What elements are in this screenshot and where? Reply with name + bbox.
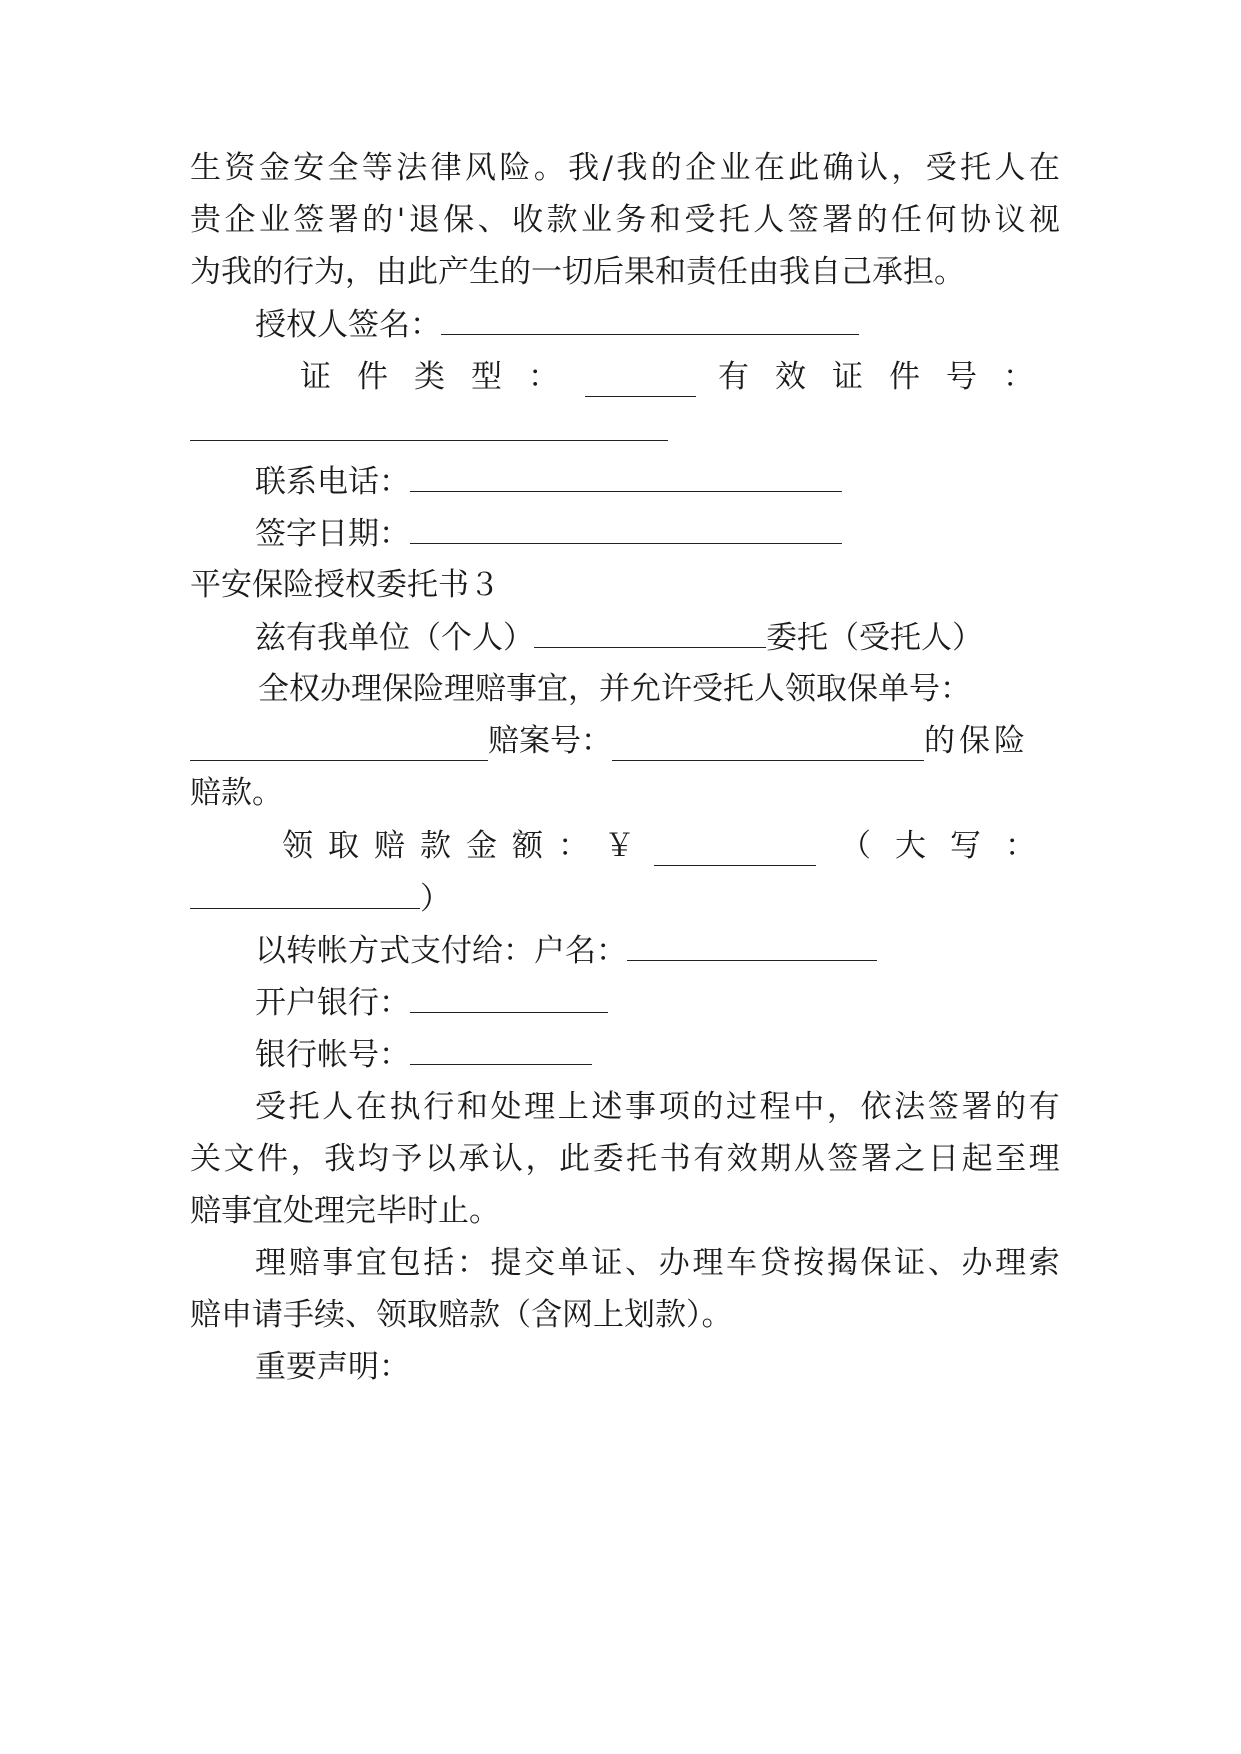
amount-blank[interactable] [654, 835, 816, 866]
paragraph-line: 关 文 件 ， 我 均 予 以 承 认 ， 此 委 托 书 有 效 期 从 签 署 之 日 起 至 理 [190, 1141, 1060, 1177]
case-number-blank[interactable] [612, 730, 924, 761]
amount-label: 领取赔款金额：￥ [282, 828, 650, 864]
entrust-suffix: 委托（受托人） [766, 620, 983, 656]
paragraph-line: 赔事宜处理完毕时止。 [190, 1193, 500, 1229]
id-line [300, 357, 1060, 397]
entrust-blank[interactable] [534, 617, 766, 648]
account-line [255, 1034, 1125, 1075]
notice-label: 重要声明： [255, 1349, 410, 1385]
paragraph-line: 生 资 金 安 全 等 法 律 风 险 。 我 / 我 的 企 业 在 此 确 认 ， 受 托 人 在 [190, 150, 1060, 186]
phone-label: 联系电话： [255, 464, 410, 500]
signature-blank[interactable] [441, 304, 859, 335]
paragraph-line: 赔申请手续、领取赔款（含网上划款）。 [190, 1297, 733, 1333]
claim-tail: 的保险 [924, 723, 1029, 759]
date-blank[interactable] [410, 513, 842, 544]
entrust-prefix: 兹有我单位（个人） [255, 620, 534, 656]
paragraph-line: 贵 企 业 签 署 的 ' 退 保 、 收 款 业 务 和 受 托 人 签 署 的 任 何 协 议 视 [190, 202, 1060, 238]
bank-label: 开户银行： [255, 985, 410, 1021]
signature-line [255, 304, 1125, 345]
id-type-blank[interactable] [585, 366, 696, 397]
id-number-blank[interactable] [190, 410, 668, 441]
transfer-label: 以转帐方式支付给：户名： [255, 933, 627, 969]
id-number-label: 有效证件号： [718, 359, 1060, 395]
account-number-blank[interactable] [410, 1034, 592, 1065]
amount-close: ） [420, 881, 451, 917]
paragraph-line: 为我的行为，由此产生的一切后果和责任由我自己承担。 [190, 254, 965, 290]
account-label: 银行帐号： [255, 1037, 410, 1073]
policy-number-blank[interactable] [190, 730, 488, 761]
claim-line: 全权办理保险理赔事宜，并允许受托人领取保单号： [258, 671, 971, 707]
account-name-blank[interactable] [627, 930, 877, 961]
paragraph-line: 受 托 人 在 执 行 和 处 理 上 述 事 项 的 过 程 中 ， 依 法 签 署 的 有 [255, 1089, 1060, 1125]
id-number-row [190, 410, 1060, 451]
paragraph-line: 理 赔 事 宜 包 括 ： 提 交 单 证 、 办 理 车 贷 按 揭 保 证 、 办 理 索 [255, 1245, 1060, 1281]
bank-blank[interactable] [410, 982, 608, 1013]
id-type-label: 证件类型： [300, 359, 585, 395]
signature-label: 授权人签名： [255, 307, 441, 343]
phone-blank[interactable] [410, 461, 842, 492]
date-line [255, 513, 1125, 554]
amount-caps-row [190, 878, 1060, 919]
date-label: 签字日期： [255, 516, 410, 552]
amount-caps-label: （大写： [840, 828, 1060, 864]
phone-line [255, 461, 1125, 502]
policy-line [190, 721, 1060, 761]
amount-line [282, 826, 1060, 866]
section-title: 平安保险授权委托书３ [190, 567, 500, 603]
bank-line [255, 982, 1125, 1023]
transfer-line [255, 930, 1125, 971]
case-number-label: 赔案号： [488, 723, 612, 759]
claim-end: 赔款。 [190, 775, 283, 811]
entrust-line [255, 617, 1125, 658]
amount-caps-blank[interactable] [190, 878, 420, 909]
